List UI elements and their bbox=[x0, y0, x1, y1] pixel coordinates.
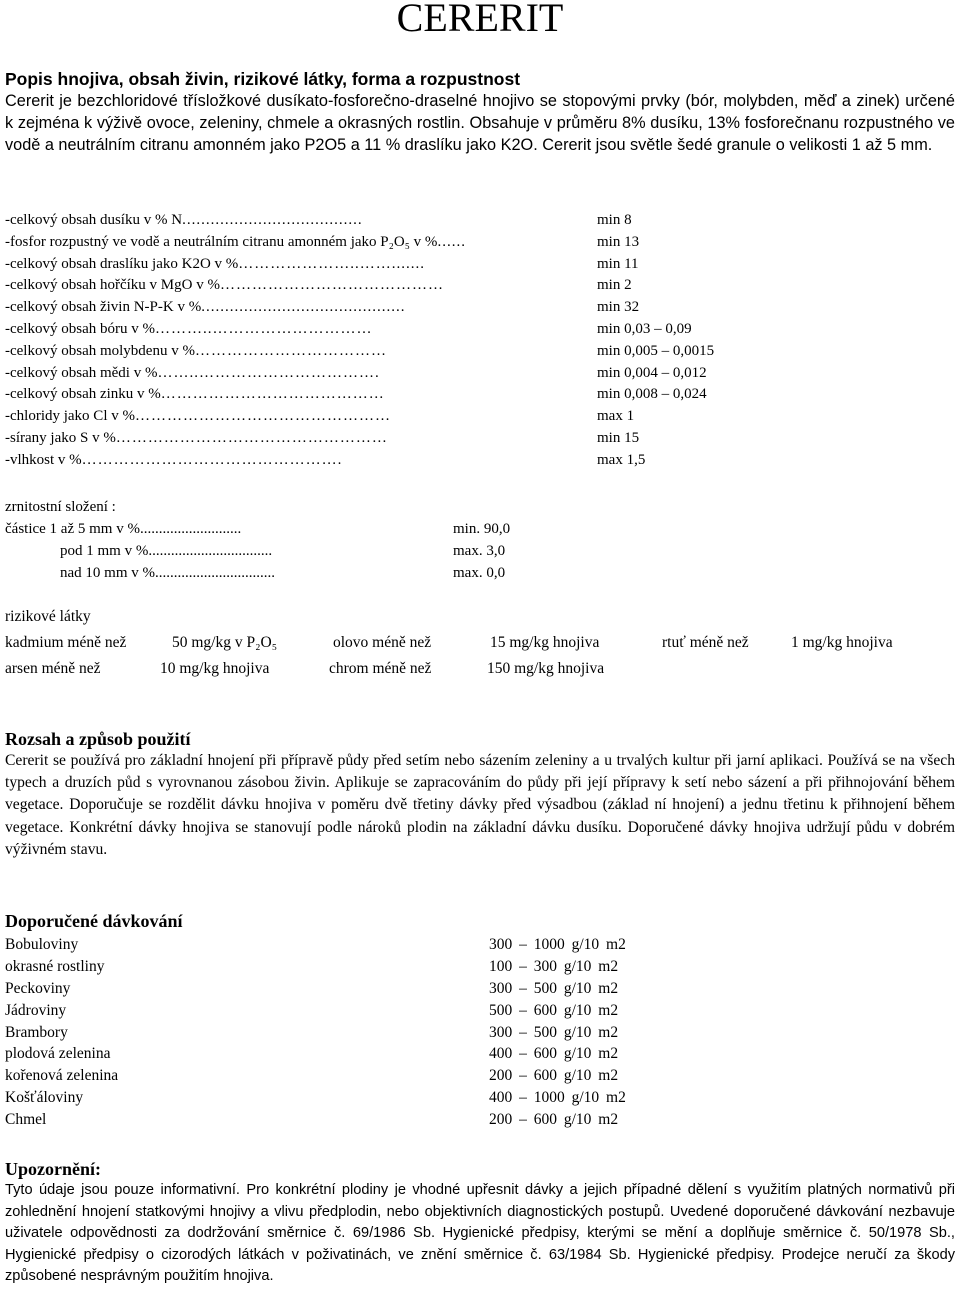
nutrient-row: -celkový obsah draslíku jako K2O v %…………………..……....... min 11 bbox=[5, 255, 639, 272]
nutrient-row: -celkový obsah zinku v %…………………………………… min 0,008 – 0,024 bbox=[5, 386, 707, 403]
granulometry-row: částice 1 až 5 mm v %........................... min. 90,0 bbox=[5, 521, 511, 537]
warning-heading: Upozornění: bbox=[5, 1159, 101, 1179]
warning-section bbox=[5, 1158, 955, 1288]
nutrient-row: -celkový obsah bóru v %………..………………………… min 0,03 – 0,09 bbox=[5, 320, 692, 337]
dosage-row: plodová zelenina 400 – 600 g/10 m2 bbox=[5, 1045, 619, 1063]
dosage-row: Peckoviny 300 – 500 g/10 m2 bbox=[5, 979, 619, 997]
dosage-row: Brambory 300 – 500 g/10 m2 bbox=[5, 1023, 619, 1041]
granulometry-row: pod 1 mm v %................................. max. 3,0 bbox=[60, 543, 506, 559]
nutrient-row: -vlhkost v %…………………………………………. max 1,5 bbox=[5, 451, 646, 468]
chromium-value: 150 mg/kg hnojiva bbox=[487, 660, 605, 677]
nutrient-row: -fosfor rozpustný ve vodě a neutrálním citranu amonném jako P₂O₅ v %...... min 13 bbox=[5, 233, 640, 250]
usage-text: Cererit se používá pro základní hnojení při přípravě půdy před setím nebo sázením zeleniny a u trvalých kultur při jarní aplikaci. Používá se na všech typech a druzích půd s vyrovnanou zásobou živin. Aplikuje se zapracováním do půdy při její přípravy k setí nebo sázení a při přihnojování během vegetace. Doporučuje se rozdělit dávku hnojiva v poměru dvě třetiny dávky před výsadbou (základ ní hnojení) a jednu třetinu k přihnojení během vegetace. Konkrétní dávky hnojiva se stanovují podle nároků plodin na základní dávku dusíku. Doporučené dávky hnojiva udržují půdu v dobrém výživném stavu. bbox=[5, 752, 955, 858]
granulometry-section bbox=[5, 496, 955, 584]
dosage-heading: Doporučené dávkování bbox=[5, 911, 183, 931]
description-section bbox=[5, 68, 955, 157]
nutrient-row: -celkový obsah živin N-P-K v %........................................... min 32 bbox=[5, 299, 640, 316]
description-text: Cererit je bezchloridové třísložkové dusíkato-fosforečno-draselné hnojivo se stopovými prvky (bór, molybden, měď a zinek) určené k zejména k výživě ovoce, zeleniny, chmele a okrasných rostlin. Obsahuje v průměru 8% dusíku, 13% fosforečnanu rozpustného ve vodě a neutrálním citranu amonném jako P2O5 a 11 % draslíku jako K2O. Cererit jsou světle šedé granule o velikosti 1 až 5 mm. bbox=[5, 92, 955, 155]
dosage-row: Chmel 200 – 600 g/10 m2 bbox=[5, 1111, 619, 1129]
mercury-value: 1 mg/kg hnojiva bbox=[791, 634, 893, 651]
warning-text: Tyto údaje jsou pouze informativní. Pro konkrétní plodiny je vhodné upřesnit dávky a jejich případné dělení s využitím platných normativů při zohlednění hnojení statkovými hnojivy a vlivu předplodin, nebo objektivních diagnostických postupů. Uvedené doporučené dávkování nezbavuje uživatele odpovědnosti za dodržování směrnice č. 69/1986 Sb. Hygienické předpisy, kterými se mění a doplňuje směrnice č. 50/1978 Sb., Hygienické předpisy o cizorodých látkách v poživatinách, ve znění směrnice č. 63/1984 Sb. Hygienické předpisy. Prodejce neručí za škody způsobené nesprávným použitím hnojiva. bbox=[5, 1182, 955, 1285]
granulometry-row: nad 10 mm v %................................ max. 0,0 bbox=[60, 565, 506, 581]
arsenic-label: arsen méně než bbox=[5, 660, 101, 677]
dosage-row: Bobuloviny 300 – 1000 g/10 m2 bbox=[5, 936, 626, 953]
nutrient-row: -celkový obsah dusíku v % N...................................... min 8 bbox=[5, 212, 632, 228]
description-heading: Popis hnojiva, obsah živin, rizikové látky, forma a rozpustnost bbox=[5, 69, 521, 89]
usage-section bbox=[5, 728, 955, 861]
cadmium-value: 50 mg/kg v P₂O₅ bbox=[172, 634, 278, 651]
chromium-label: chrom méně než bbox=[329, 660, 432, 677]
lead-label: olovo méně než bbox=[333, 634, 432, 651]
lead-value: 15 mg/kg hnojiva bbox=[490, 634, 600, 651]
risk-heading: rizikové látky bbox=[5, 608, 91, 625]
dosage-row: kořenová zelenina 200 – 600 g/10 m2 bbox=[5, 1067, 619, 1085]
dosage-row: okrasné rostliny 100 – 300 g/10 m2 bbox=[5, 957, 619, 975]
nutrient-row: -celkový obsah hořčíku v MgO v %…………………………………… min 2 bbox=[5, 277, 632, 294]
dosage-row: Košťáloviny 400 – 1000 g/10 m2 bbox=[5, 1089, 626, 1107]
dosage-row: Jádroviny 500 – 600 g/10 m2 bbox=[5, 1001, 619, 1019]
arsenic-value: 10 mg/kg hnojiva bbox=[160, 660, 270, 677]
nutrient-row: -celkový obsah mědi v %……..……………………………. min 0,004 – 0,012 bbox=[5, 364, 707, 381]
cadmium-label: kadmium méně než bbox=[5, 634, 127, 651]
dosage-section bbox=[5, 910, 955, 1131]
nutrient-list bbox=[5, 210, 955, 472]
page-title: CERERIT bbox=[396, 0, 564, 40]
mercury-label: rtuť méně než bbox=[662, 634, 749, 651]
granulometry-heading: zrnitostní složení : bbox=[5, 499, 116, 515]
nutrient-row: -chloridy jako Cl v %………………………………………… max 1 bbox=[5, 408, 635, 425]
nutrient-row: -celkový obsah molybdenu v %……………………………… min 0,005 – 0,0015 bbox=[5, 342, 715, 359]
usage-heading: Rozsah a způsob použití bbox=[5, 729, 191, 749]
nutrient-row: -sírany jako S v %…………………………………………… min 15 bbox=[5, 429, 640, 446]
